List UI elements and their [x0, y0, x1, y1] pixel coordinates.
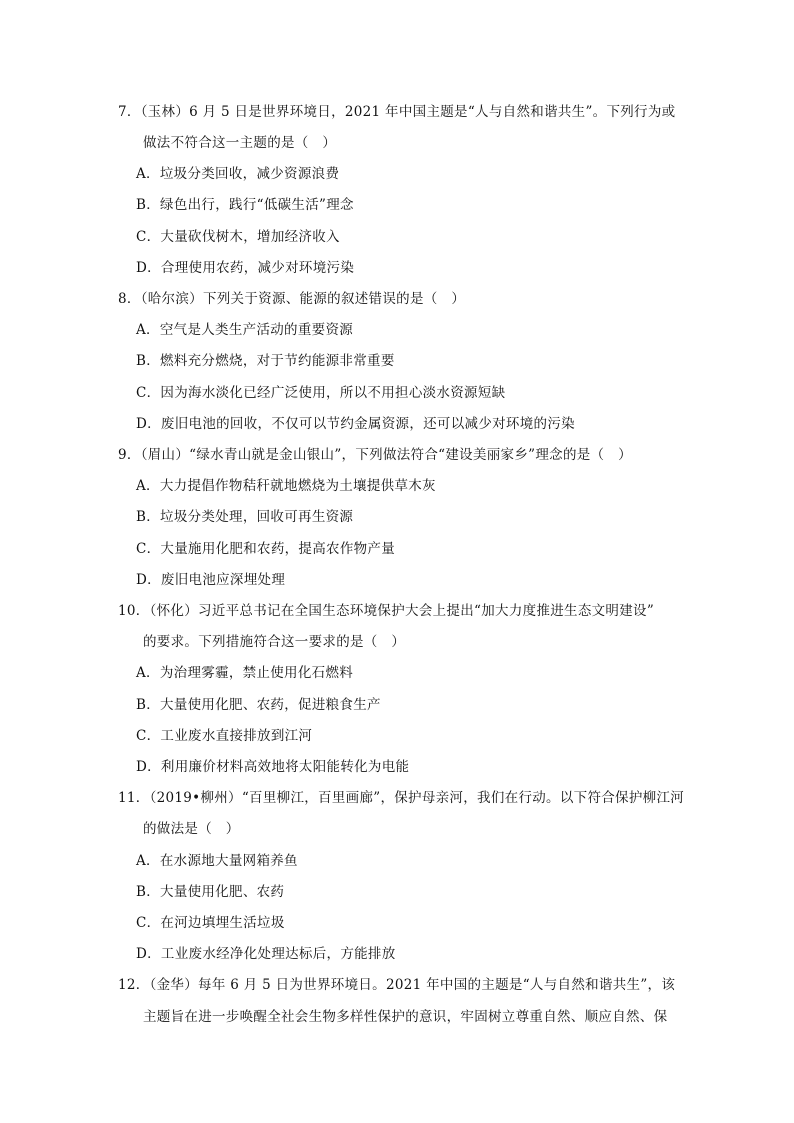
question-11-option-b: B．大量使用化肥、农药: [136, 884, 285, 900]
question-9-option-d: D．废旧电池应深埋处理: [136, 572, 286, 588]
question-7-option-d: D．合理使用农药，减少对环境污染: [136, 260, 355, 276]
question-7-option-b: B．绿色出行，践行“低碳生活”理念: [136, 197, 354, 213]
question-9-option-b: B．垃圾分类处理，回收可再生资源: [136, 509, 354, 525]
question-11-option-c: C．在河边填埋生活垃圾: [136, 915, 285, 931]
question-10-stem-line-1: 10．（怀化）习近平总书记在全国生态环境保护大会上提出“加大力度推进生态文明建设”: [118, 603, 655, 619]
question-10-option-d: D．利用廉价材料高效地将太阳能转化为电能: [136, 759, 410, 775]
question-11-option-a: A．在水源地大量网箱养鱼: [136, 853, 298, 869]
question-9-option-a: A．大力提倡作物秸秆就地燃烧为土壤提供草木灰: [136, 478, 436, 494]
question-10-option-b: B．大量使用化肥、农药，促进粮食生产: [136, 697, 381, 713]
question-7-option-c: C．大量砍伐树木，增加经济收入: [136, 229, 340, 245]
question-12-stem-line-2: 主题旨在进一步唤醒全社会生物多样性保护的意识，牢固树立尊重自然、顺应自然、保: [143, 1009, 668, 1025]
question-8-option-d: D．废旧电池的回收，不仅可以节约金属资源，还可以减少对环境的污染: [136, 416, 575, 432]
question-8-stem-line-1: 8．（哈尔滨）下列关于资源、能源的叙述错误的是（ ）: [118, 291, 466, 307]
question-11-stem-line-1: 11．（2019•柳州）“百里柳江，百里画廊”，保护母亲河，我们在行动。以下符合保护柳江河: [118, 790, 685, 806]
question-9-option-c: C．大量施用化肥和农药，提高农作物产量: [136, 541, 396, 557]
question-12-stem-line-1: 12．（金华）每年 6 月 5 日为世界环境日。2021 年中国的主题是“人与自然和谐共生”，该: [118, 977, 676, 993]
question-10-option-c: C．工业废水直接排放到江河: [136, 728, 313, 744]
question-8-option-c: C．因为海水淡化已经广泛使用，所以不用担心淡水资源短缺: [136, 385, 506, 401]
question-7-stem-line-2: 做法不符合这一主题的是（ ）: [143, 135, 337, 151]
question-7-stem-line-1: 7．（玉林）6 月 5 日是世界环境日，2021 年中国主题是“人与自然和谐共生”。下列行为或: [118, 104, 676, 120]
question-10-option-a: A．为治理雾霾，禁止使用化石燃料: [136, 665, 354, 681]
question-9-stem-line-1: 9．（眉山）“绿水青山就是金山银山”，下列做法符合“建设美丽家乡”理念的是（ ）: [118, 447, 632, 463]
question-8-option-a: A．空气是人类生产活动的重要资源: [136, 322, 354, 338]
question-11-option-d: D．工业废水经净化处理达标后，方能排放: [136, 946, 396, 962]
question-7-option-a: A．垃圾分类回收，减少资源浪费: [136, 166, 340, 182]
question-11-stem-line-2: 的做法是（ ）: [143, 821, 240, 837]
question-8-option-b: B．燃料充分燃烧，对于节约能源非常重要: [136, 353, 395, 369]
question-10-stem-line-2: 的要求。下列措施符合这一要求的是（ ）: [143, 634, 406, 650]
